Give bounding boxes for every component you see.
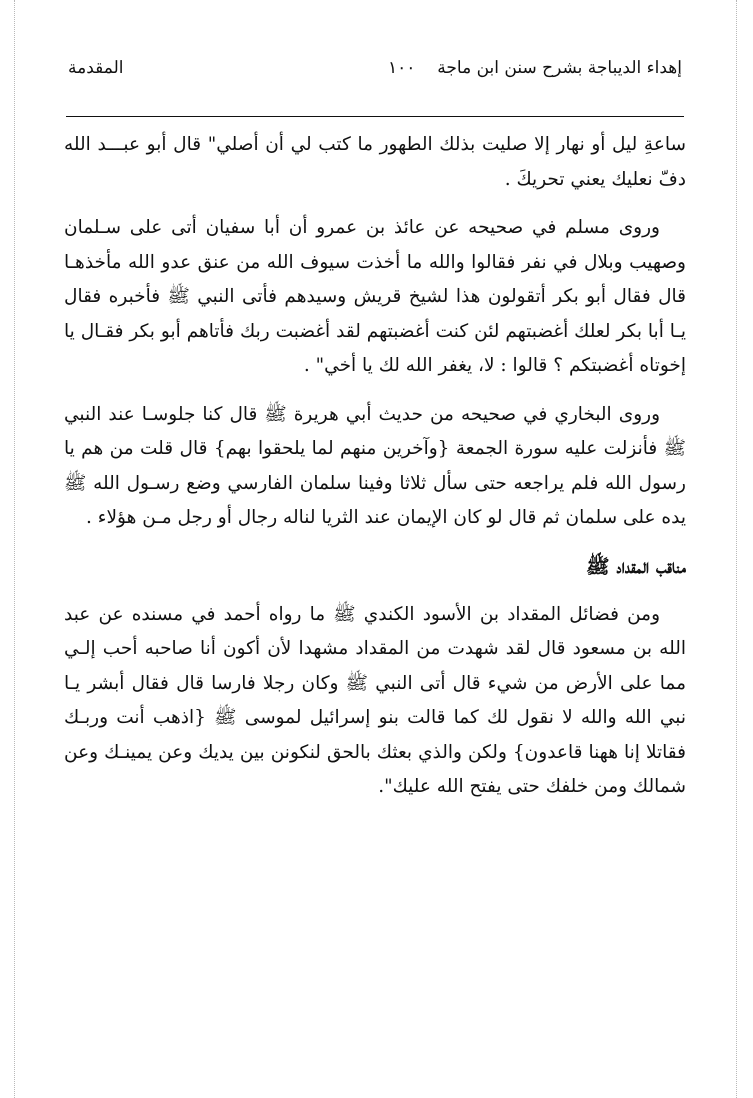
paragraph-continuation: ساعةِ ليل أو نهار إلا صليت بذلك الطهور ما كتب لي أن أصلي" قال أبو عبـــد الله دفّ نعليك يعني تحريكَ . — [64, 134, 686, 190]
paragraph-bukhari-narration: وروى البخاري في صحيحه من حديث أبي هريرة ﷺ قال كنا جلوسـا عند النبي ﷺ فأنزلت عليه سورة الجمعة {وآخرين منهم لما يلحقوا بهم} قال قلت من هم يا رسول الله فلم يراجعه حتى سأل ثلاثا وفينا سلمان الفارسي وضع رسـول الله ﷺ يده على سلمان ثم قال لو كان الإيمان عند الثريا لناله رجال أو رجل مـن هؤلاء . — [64, 403, 686, 528]
page-edge-right — [736, 0, 737, 1098]
page-number: ١٠٠ — [388, 58, 416, 78]
header-rule — [66, 116, 684, 117]
page-body — [64, 128, 686, 819]
running-header — [68, 58, 682, 88]
page-edge-left — [14, 0, 15, 1098]
paragraph-muslim-narration: وروى مسلم في صحيحه عن عائذ بن عمرو أن أبا سفيان أتى على سـلمان وصهيب وبلال في نفر فقالوا والله ما أخذت سيوف الله من عنق عدو الله مأخذهـا قال فقال أبو بكر أتقولون هذا لشيخ قريش وسيدهم فأتى النبي ﷺ فأخبره فقال يـا أبا بكر لعلك أغضبتهم لئن كنت أغضبتهم لقد أغضبت ربك فأتاهم أبو بكر فقـال يا إخوتاه أغضبتكم ؟ قالوا : لا، يغفر الله لك يا أخي" . — [64, 217, 686, 376]
book-title: إهداء الديباجة بشرح سنن ابن ماجة — [437, 58, 682, 78]
section-heading: مناقب المقداد ﷺ — [586, 554, 686, 578]
section-title: المقدمة — [68, 58, 124, 78]
paragraph-ahmad-narration: ومن فضائل المقداد بن الأسود الكندي ﷺ ما رواه أحمد في مسنده عن عبد الله بن مسعود قال لقد شهدت من المقداد مشهدا لأن أكون أنا صاحبه أحب إلـي مما على الأرض من شيء قال أتى النبي ﷺ وكان رجلا فارسا قال فقال أبشر يـا نبي الله والله لا نقول لك كما قالت بنو إسرائيل لموسى ﷺ {اذهب أنت وربـك فقاتلا إنا ههنا قاعدون} ولكن والذي بعثك بالحق لنكونن بين يديك وعن يمينـك وعن شمالك ومن خلفك حتى يفتح الله عليك". — [64, 603, 686, 797]
